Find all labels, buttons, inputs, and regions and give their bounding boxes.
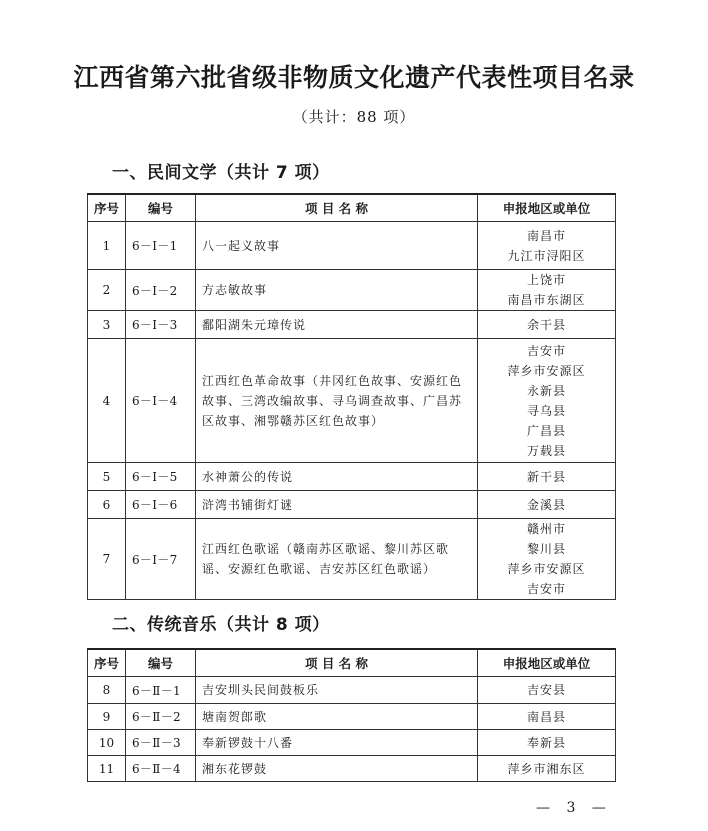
row-number: 6 <box>88 491 126 519</box>
item-region <box>478 311 616 339</box>
region-line: 赣州市 <box>526 522 566 536</box>
region-line: 南昌县 <box>526 709 566 724</box>
item-region <box>478 491 616 519</box>
section-heading-folk-literature: 一、民间文学（共计 7 项） <box>112 163 330 183</box>
table-row <box>88 311 616 339</box>
item-code: 6－Ⅰ－7 <box>126 519 196 600</box>
table-row <box>88 756 616 782</box>
traditional-music-table <box>87 648 616 782</box>
region-line: 金溪县 <box>526 497 566 512</box>
item-name: 湘东花锣鼓 <box>196 756 478 782</box>
table-row <box>88 730 616 756</box>
section-heading-traditional-music: 二、传统音乐（共计 8 项） <box>112 615 330 635</box>
page-number: — 3 — <box>536 800 612 816</box>
region-line: 萍乡市湘东区 <box>507 761 586 776</box>
region-line: 广昌县 <box>526 423 566 438</box>
table-header-row <box>88 194 616 222</box>
row-number: 9 <box>88 704 126 730</box>
table-header-row <box>88 649 616 677</box>
region-line: 余干县 <box>526 317 566 332</box>
table-row <box>88 270 616 311</box>
item-name: 八一起义故事 <box>196 222 478 270</box>
item-region <box>478 677 616 704</box>
region-line: 九江市浔阳区 <box>507 248 586 263</box>
item-name: 塘南贺郎歌 <box>196 704 478 730</box>
item-region <box>478 730 616 756</box>
region-line: 奉新县 <box>526 735 566 750</box>
item-code: 6－Ⅰ－6 <box>126 491 196 519</box>
region-line: 南昌市 <box>526 228 566 243</box>
table-row <box>88 222 616 270</box>
document-subtitle: （共计：88 项） <box>292 108 416 126</box>
table-row <box>88 519 616 600</box>
row-number: 3 <box>88 311 126 339</box>
table-row <box>88 339 616 463</box>
row-number: 11 <box>88 756 126 782</box>
header-name: 项 目 名 称 <box>196 194 478 222</box>
region-line: 南昌市东湖区 <box>507 293 586 307</box>
item-name: 江西红色歌谣（赣南苏区歌谣、黎川苏区歌谣、安源红色歌谣、吉安苏区红色歌谣） <box>196 519 478 600</box>
item-region <box>478 704 616 730</box>
item-region <box>478 756 616 782</box>
row-number: 2 <box>88 270 126 311</box>
region-line: 萍乡市安源区 <box>507 363 586 378</box>
item-code: 6－Ⅱ－4 <box>126 756 196 782</box>
region-line: 吉安市 <box>526 582 566 596</box>
region-line: 吉安县 <box>526 683 566 697</box>
row-number: 10 <box>88 730 126 756</box>
item-region <box>478 270 616 311</box>
region-line: 萍乡市安源区 <box>507 562 586 576</box>
item-code: 6－Ⅱ－1 <box>126 677 196 704</box>
table-row <box>88 677 616 704</box>
row-number: 5 <box>88 463 126 491</box>
item-code: 6－Ⅰ－3 <box>126 311 196 339</box>
item-name: 浒湾书铺街灯谜 <box>196 491 478 519</box>
item-region <box>478 519 616 600</box>
header-no: 序号 <box>88 194 126 222</box>
item-code: 6－Ⅰ－4 <box>126 339 196 463</box>
region-line: 黎川县 <box>526 542 566 556</box>
header-region: 申报地区或单位 <box>478 649 616 677</box>
region-line: 新干县 <box>526 469 566 484</box>
item-code: 6－Ⅱ－2 <box>126 704 196 730</box>
region-line: 永新县 <box>526 383 566 398</box>
row-number: 8 <box>88 677 126 704</box>
item-name: 江西红色革命故事（井冈红色故事、安源红色故事、三湾改编故事、寻乌调查故事、广昌苏区故事、湘鄂赣苏区红色故事） <box>196 339 478 463</box>
item-name: 方志敏故事 <box>196 270 478 311</box>
region-line: 上饶市 <box>526 273 566 287</box>
item-region <box>478 222 616 270</box>
region-line: 吉安市 <box>526 343 566 358</box>
item-name: 奉新锣鼓十八番 <box>196 730 478 756</box>
item-code: 6－Ⅰ－2 <box>126 270 196 311</box>
item-region <box>478 463 616 491</box>
item-code: 6－Ⅰ－1 <box>126 222 196 270</box>
item-code: 6－Ⅱ－3 <box>126 730 196 756</box>
row-number: 7 <box>88 519 126 600</box>
header-code: 编号 <box>126 649 196 677</box>
item-name: 吉安圳头民间鼓板乐 <box>196 677 478 704</box>
folk-literature-table <box>87 193 616 600</box>
item-name: 鄱阳湖朱元璋传说 <box>196 311 478 339</box>
document-title: 江西省第六批省级非物质文化遗产代表性项目名录 <box>73 63 635 92</box>
header-name: 项 目 名 称 <box>196 649 478 677</box>
region-line: 寻乌县 <box>526 403 566 418</box>
header-no: 序号 <box>88 649 126 677</box>
region-line: 万载县 <box>526 443 566 458</box>
row-number: 1 <box>88 222 126 270</box>
row-number: 4 <box>88 339 126 463</box>
header-region: 申报地区或单位 <box>478 194 616 222</box>
table-row <box>88 704 616 730</box>
item-name: 水神萧公的传说 <box>196 463 478 491</box>
item-code: 6－Ⅰ－5 <box>126 463 196 491</box>
table-row <box>88 491 616 519</box>
header-code: 编号 <box>126 194 196 222</box>
table-row <box>88 463 616 491</box>
item-region <box>478 339 616 463</box>
